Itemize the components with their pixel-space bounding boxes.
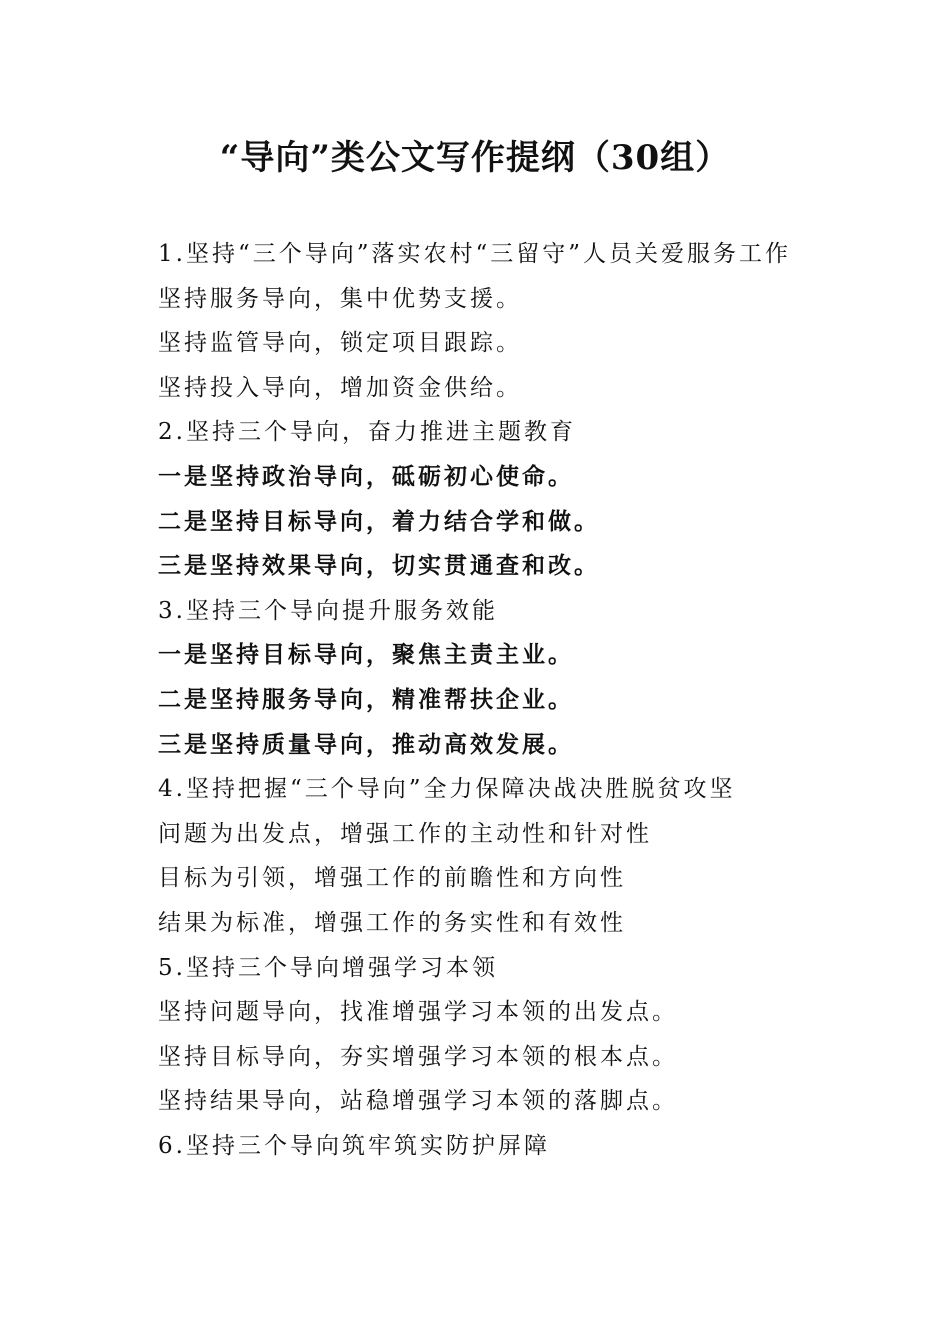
text-line: 坚持服务导向，集中优势支援。 xyxy=(158,285,522,312)
text-line: 三是坚持质量导向，推动高效发展。 xyxy=(158,730,574,758)
text-line: 三是坚持效果导向，切实贯通查和改。 xyxy=(158,552,600,580)
document-title: “导向”类公文写作提纲（30组） xyxy=(219,138,731,178)
document-body xyxy=(158,232,858,1168)
text-line: 一是坚持政治导向，砥砺初心使命。 xyxy=(158,462,574,490)
text-line: 2.坚持三个导向，奋力推进主题教育 xyxy=(158,419,576,446)
text-line: 二是坚持目标导向，着力结合学和做。 xyxy=(158,507,600,535)
text-line: 目标为引领，增强工作的前瞻性和方向性 xyxy=(158,865,626,892)
text-line: 坚持问题导向，找准增强学习本领的出发点。 xyxy=(158,999,678,1026)
text-line: 结果为标准，增强工作的务实性和有效性 xyxy=(158,909,626,936)
text-line: 4.坚持把握“三个导向”全力保障决战决胜脱贫攻坚 xyxy=(158,776,736,803)
text-line: 一是坚持目标导向，聚焦主责主业。 xyxy=(158,641,574,669)
text-line: 3.坚持三个导向提升服务效能 xyxy=(158,597,498,624)
text-line: 坚持监管导向，锁定项目跟踪。 xyxy=(158,330,522,357)
text-line: 坚持投入导向，增加资金供给。 xyxy=(158,374,522,401)
text-line: 6.坚持三个导向筑牢筑实防护屏障 xyxy=(158,1132,550,1159)
text-line: 坚持结果导向，站稳增强学习本领的落脚点。 xyxy=(158,1088,678,1115)
text-line: 1.坚持“三个导向”落实农村“三留守”人员关爱服务工作 xyxy=(158,241,791,267)
text-line: 5.坚持三个导向增强学习本领 xyxy=(158,954,498,981)
text-line: 坚持目标导向，夯实增强学习本领的根本点。 xyxy=(158,1043,678,1070)
text-line: 二是坚持服务导向，精准帮扶企业。 xyxy=(158,685,574,713)
text-line: 问题为出发点，增强工作的主动性和针对性 xyxy=(158,820,652,847)
